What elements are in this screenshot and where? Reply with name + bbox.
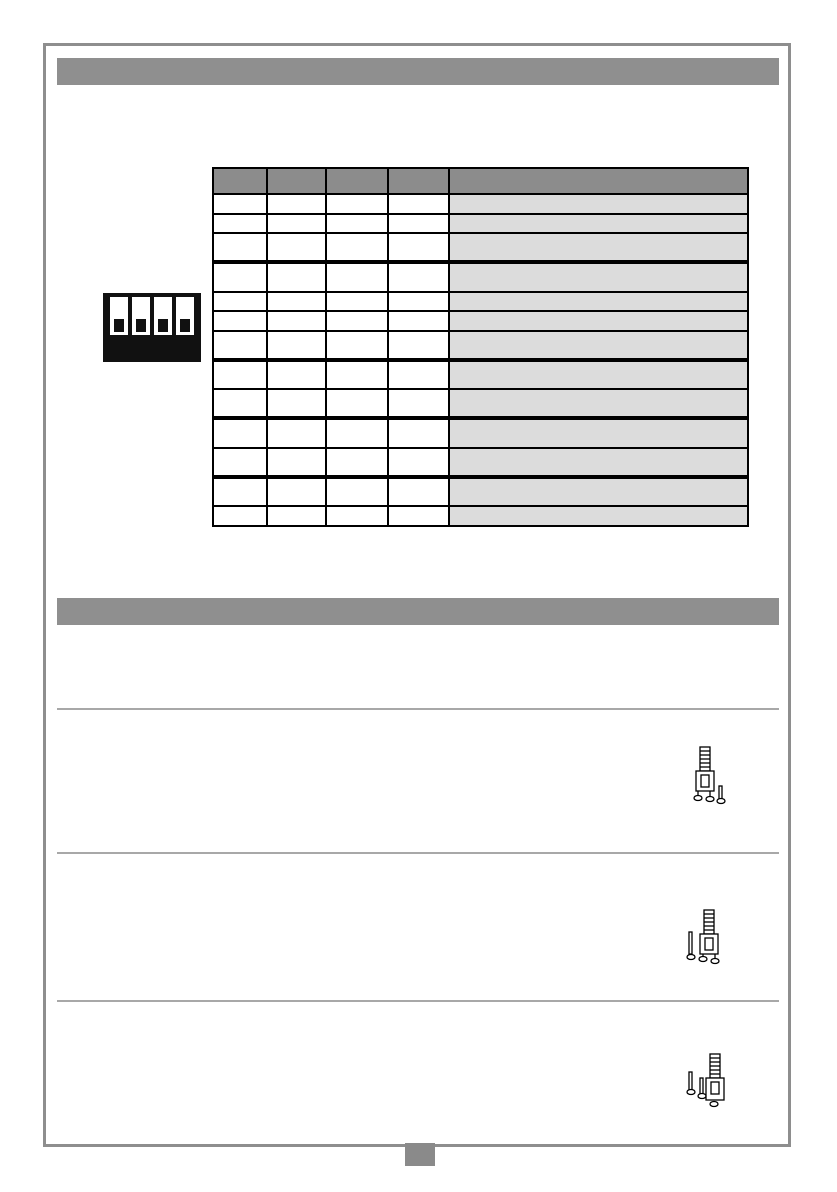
table-header-row: [213, 168, 748, 194]
description-cell: [449, 311, 748, 331]
description-cell: [449, 214, 748, 234]
switch-cell: [213, 292, 267, 312]
switch-cell: [213, 506, 267, 526]
description-cell: [449, 194, 748, 214]
description-cell: [449, 389, 748, 418]
description-cell: [449, 262, 748, 291]
table-row: [213, 233, 748, 262]
switch-cell: [326, 331, 388, 360]
switch-cell: [388, 233, 449, 262]
switch-cell: [326, 418, 388, 447]
switch-cell: [326, 477, 388, 506]
table-row: [213, 448, 748, 477]
description-cell: [449, 418, 748, 447]
switch-cell: [388, 194, 449, 214]
jumper-outer-right-position-icon: [684, 1052, 734, 1116]
header-cell: [449, 168, 748, 194]
table-row: [213, 331, 748, 360]
switch-cell: [326, 214, 388, 234]
dip-switch-lever-2: [132, 297, 150, 335]
switch-cell: [267, 311, 326, 331]
section-divider: [57, 852, 779, 854]
switch-cell: [326, 448, 388, 477]
page-number-tab: [405, 1143, 435, 1166]
switch-cell: [388, 214, 449, 234]
switch-cell: [326, 389, 388, 418]
table-row: [213, 214, 748, 234]
header-cell: [213, 168, 267, 194]
description-cell: [449, 360, 748, 389]
switch-cell: [213, 418, 267, 447]
section-divider: [57, 1000, 779, 1002]
description-cell: [449, 506, 748, 526]
switch-cell: [213, 233, 267, 262]
switch-cell: [267, 262, 326, 291]
switch-cell: [267, 331, 326, 360]
switch-cell: [213, 477, 267, 506]
switch-cell: [267, 418, 326, 447]
switch-cell: [267, 233, 326, 262]
section-divider: [57, 708, 779, 710]
header-cell: [326, 168, 388, 194]
switch-cell: [213, 311, 267, 331]
table-row: [213, 194, 748, 214]
switch-cell: [388, 331, 449, 360]
switch-cell: [388, 389, 449, 418]
switch-cell: [388, 292, 449, 312]
switch-cell: [326, 262, 388, 291]
switch-cell: [267, 194, 326, 214]
switch-cell: [213, 360, 267, 389]
jumper-right-position-icon: [684, 906, 734, 976]
switch-cell: [267, 506, 326, 526]
section-header-bar-2: [57, 598, 779, 625]
description-cell: [449, 331, 748, 360]
table-row: [213, 477, 748, 506]
description-cell: [449, 292, 748, 312]
table-row: [213, 360, 748, 389]
section-header-bar-1: [57, 58, 779, 85]
switch-cell: [267, 389, 326, 418]
switch-cell: [388, 360, 449, 389]
description-cell: [449, 233, 748, 262]
switch-cell: [388, 262, 449, 291]
table-row: [213, 262, 748, 291]
switch-cell: [267, 292, 326, 312]
switch-cell: [388, 506, 449, 526]
switch-cell: [213, 331, 267, 360]
table-row: [213, 292, 748, 312]
table-row: [213, 506, 748, 526]
switch-cell: [326, 233, 388, 262]
switch-cell: [326, 360, 388, 389]
header-cell: [267, 168, 326, 194]
switch-cell: [326, 292, 388, 312]
switch-cell: [388, 418, 449, 447]
switch-cell: [213, 194, 267, 214]
dip-switch-settings-table: [212, 167, 749, 527]
switch-cell: [267, 448, 326, 477]
switch-cell: [213, 214, 267, 234]
switch-cell: [267, 477, 326, 506]
description-cell: [449, 448, 748, 477]
switch-cell: [326, 506, 388, 526]
switch-cell: [388, 311, 449, 331]
dip-switch-lever-1: [110, 297, 128, 335]
header-cell: [388, 168, 449, 194]
dip-switch-lever-3: [154, 297, 172, 335]
switch-cell: [267, 360, 326, 389]
switch-cell: [213, 448, 267, 477]
switch-cell: [388, 448, 449, 477]
switch-cell: [267, 214, 326, 234]
table-row: [213, 389, 748, 418]
switch-cell: [213, 262, 267, 291]
table-row: [213, 311, 748, 331]
dip-switch-lever-4: [176, 297, 194, 335]
switch-cell: [388, 477, 449, 506]
switch-cell: [213, 389, 267, 418]
switch-cell: [326, 194, 388, 214]
description-cell: [449, 477, 748, 506]
switch-cell: [326, 311, 388, 331]
table-row: [213, 418, 748, 447]
dip-switch-icon: [103, 293, 201, 362]
jumper-left-position-icon: [688, 742, 734, 812]
